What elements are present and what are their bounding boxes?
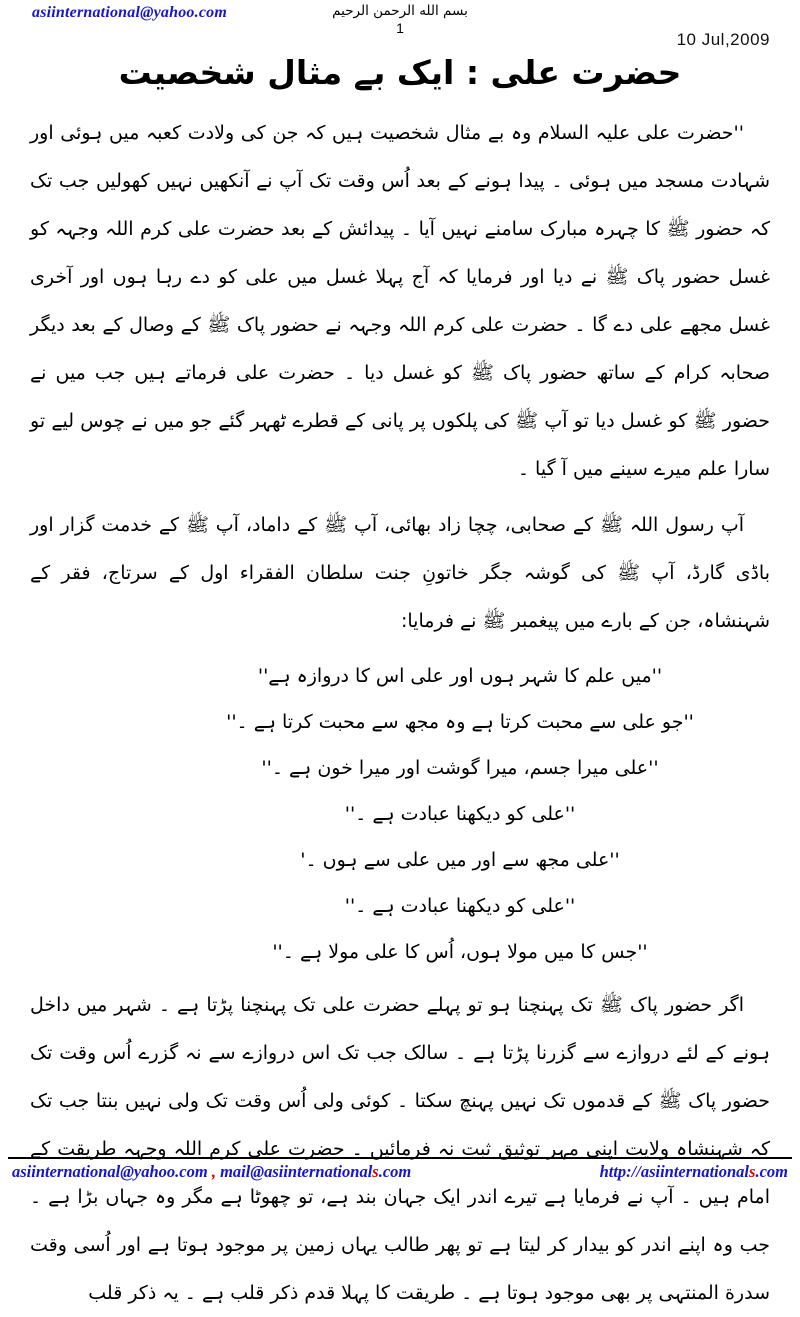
bismillah-text: بسم الله الرحمن الرحيم — [332, 3, 468, 19]
hadith-quote: ''علی کو دیکھنا عبادت ہے ۔'' — [344, 802, 576, 825]
header-email-link[interactable]: asiinternational@yahoo.com — [32, 4, 227, 21]
hadith-quote: ''علی کو دیکھنا عبادت ہے ۔'' — [344, 894, 576, 917]
body-paragraph: آپ رسول اللہ ﷺ کے صحابی، چچا زاد بھائی، آپ ﷺ کے داماد، آپ ﷺ کے خدمت گزار اور باڈی گارڈ، آپ ﷺ کی گوشہ جگر خاتونِ جنت سلطان الفقراء اول کے سرتاج، فقر کے شہنشاہ، جن کے بارے میں پیغمبر ﷺ نے فرمایا: — [30, 513, 770, 632]
hadith-quotes-block — [90, 653, 800, 975]
footer-email-mail-link-tld[interactable]: .com — [378, 1162, 412, 1181]
footer-emails — [12, 1162, 411, 1182]
article-body — [30, 109, 770, 1317]
footer-separator: , — [207, 1162, 221, 1181]
hadith-quote: ''جس کا میں مولا ہوں، اُس کا علی مولا ہے ۔'' — [272, 940, 648, 963]
page-footer — [8, 1157, 792, 1182]
page-number: 1 — [396, 19, 404, 36]
hadith-quote: ''علی مجھ سے اور میں علی سے ہوں ۔' — [300, 848, 620, 871]
footer-email-mail-link-red-s[interactable]: s — [372, 1162, 379, 1181]
page-title: حضرت علی : ایک بے مثال شخصیت — [118, 53, 682, 92]
footer-url-link-red-s[interactable]: s — [749, 1162, 756, 1181]
footer-url-link-tld[interactable]: .com — [755, 1162, 788, 1181]
footer-email-mail-link[interactable]: mail@asiinternational — [220, 1162, 373, 1181]
footer-url-link[interactable]: http://asiinternational — [599, 1162, 750, 1181]
hadith-quote: ''علی میرا جسم، میرا گوشت اور میرا خون ہے ۔'' — [261, 756, 659, 779]
hadith-quote: ''جو علی سے محبت کرتا ہے وہ مجھ سے محبت کرتا ہے ۔'' — [226, 710, 694, 733]
hadith-quote: ''میں علم کا شہر ہوں اور علی اس کا دروازہ ہے'' — [257, 664, 663, 687]
page-header — [30, 4, 770, 50]
footer-email-yahoo-link[interactable]: asiinternational@yahoo.com — [12, 1162, 208, 1181]
body-paragraph: ''حضرت علی علیہ السلام وہ بے مثال شخصیت ہیں کہ جن کی ولادت کعبہ میں ہوئی اور شہادت مسجد میں ہوئی ۔ پیدا ہونے کے بعد اُس وقت تک آپ نے آنکھیں نہیں کھولیں جب تک کہ حضور ﷺ کا چہرہ مبارک سامنے نہیں آیا ۔ پیدائش کے بعد حضرت علی کرم اللہ وجہہ کو غسل حضور پاک ﷺ نے دیا اور فرمایا کہ آج پہلا غسل میں علی کو دے رہا ہوں اور آخری غسل مجھے علی دے گا ۔ حضرت علی کرم اللہ وجہہ نے حضور پاک ﷺ کے وصال کے بعد دیگر صحابہ کرام کے ساتھ حضور پاک ﷺ کو غسل دیا ۔ حضرت علی فرماتے ہیں جب میں نے حضور ﷺ کو غسل دیا تو آپ ﷺ کی پلکوں پر پانی کے قطرے ٹھہر گئے جو میں نے چوس لیے تو سارا علم میرے سینے میں آ گیا ۔ — [30, 121, 770, 480]
body-paragraph: اگر حضور پاک ﷺ تک پہنچنا ہو تو پہلے حضرت علی تک پہنچنا پڑتا ہے ۔ شہر میں داخل ہونے کے لئے دروازے سے گزرنا پڑتا ہے ۔ سالک جب تک اس دروازے سے نہ گزرے اُس وقت تک حضور پاک ﷺ کے قدموں تک نہیں پہنچ سکتا ۔ کوئی ولی اُس وقت تک ولی نہیں بنتا جب تک کہ شہنشاہ ولایت اپنی مہر توثیق ثبت نہ فرمائیں ۔ حضرت علی کرم اللہ وجہہ طریقت کے امام ہیں ۔ آپ نے فرمایا ہے تیرے اندر ایک جہان بند ہے، تو چھوٹا ہے مگر وہ جہاں بڑا ہے ۔ جب وہ اپنے اندر کو بیدار کر لیتا ہے تو پھر طالب یہاں زمین پر موجود ہوتا ہے اور اُسی وقت سدرة المنتہی پر بھی موجود ہوتا ہے ۔ طریقت کا پہلا قدم ذکر قلب ہے ۔ یہ ذکر قلب — [30, 993, 771, 1304]
date-cell — [468, 4, 770, 50]
footer-website — [600, 1162, 788, 1182]
document-date: 10 Jul,2009 — [676, 30, 770, 49]
footer-divider — [8, 1157, 792, 1159]
bismillah-block — [332, 4, 468, 36]
